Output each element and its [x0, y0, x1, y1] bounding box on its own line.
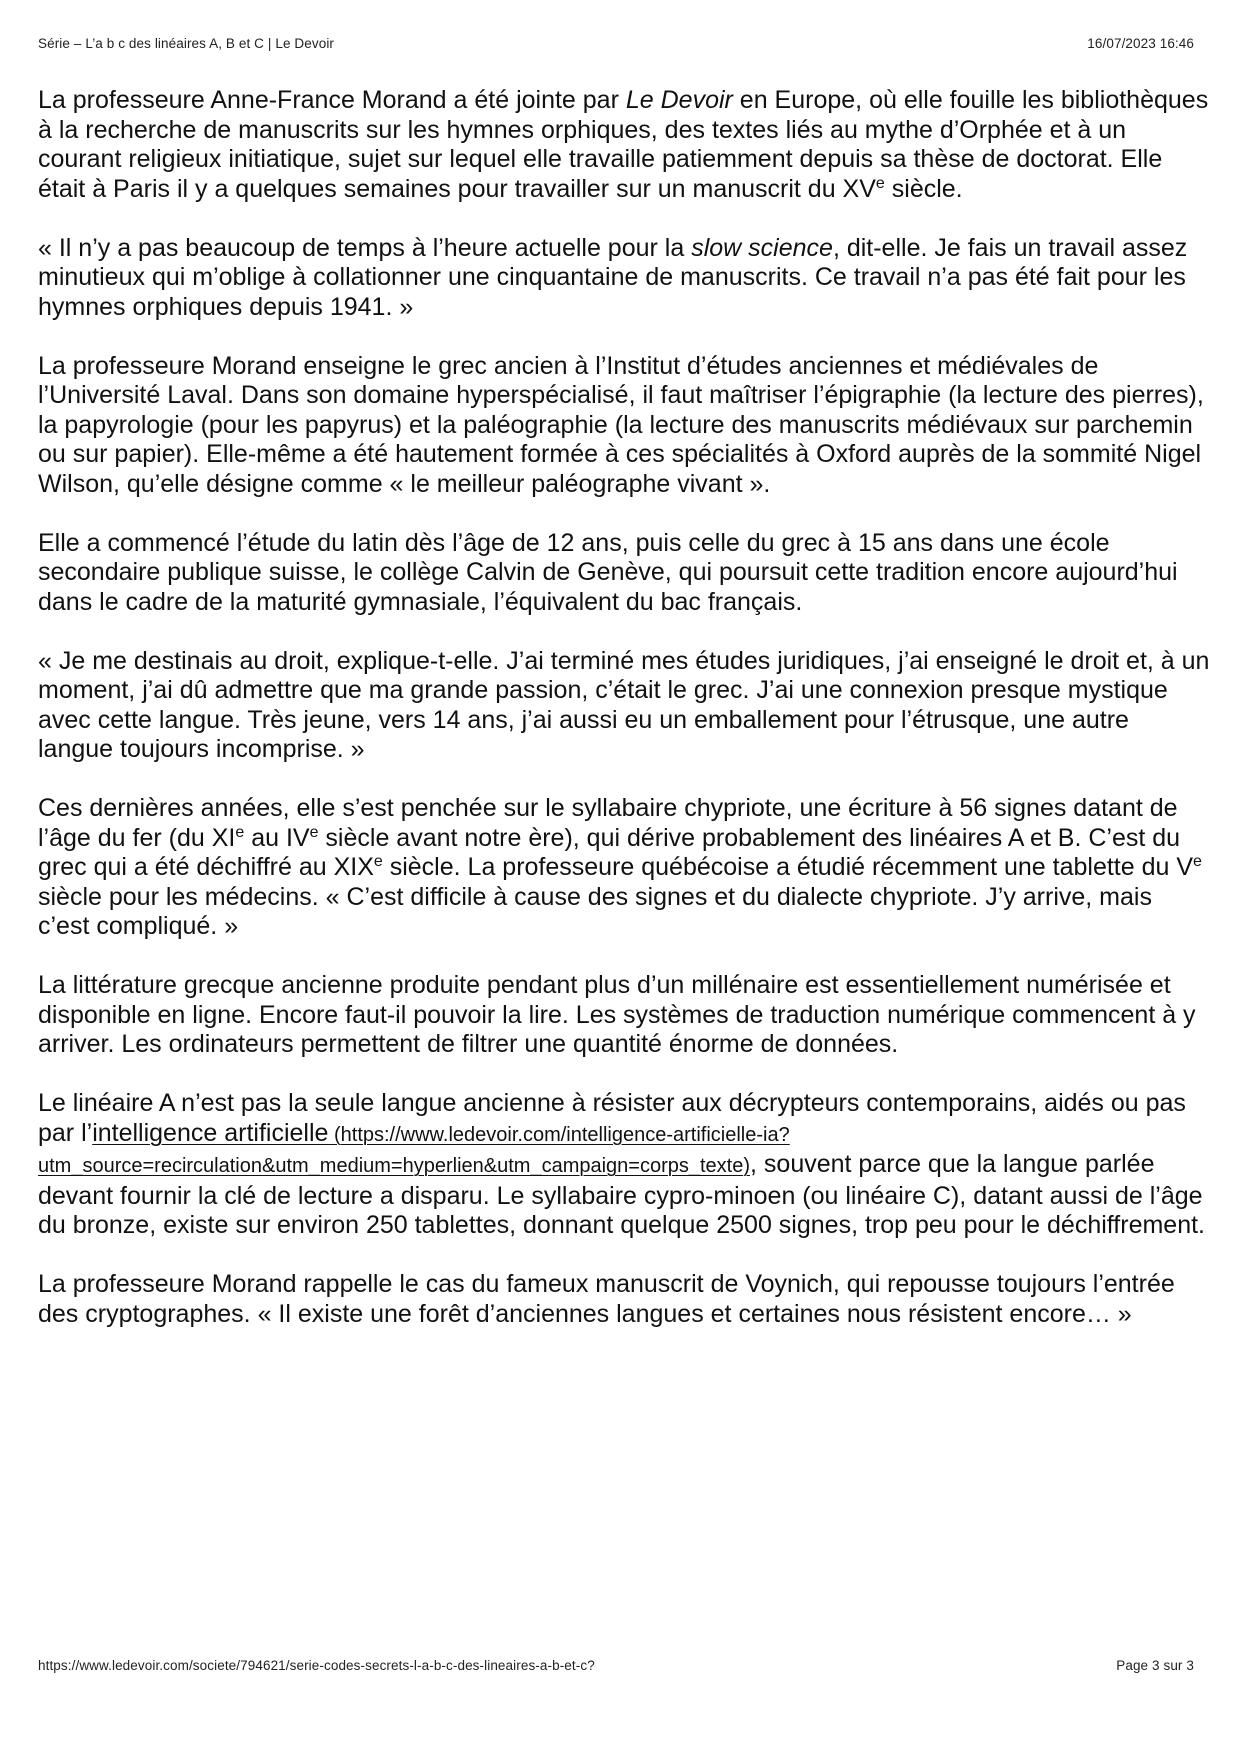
superscript: e [875, 174, 885, 192]
text-segment: , souvent parce que la langue parlée devant fournir la clé de lecture a disparu. Le syllabaire cypro-minoen (ou linéaire C), datant aussi de l’âge du bronze, existe sur environ 250 tablettes, donnant quelque 2500 signes, trop peu pour le déchiffrement. [38, 1150, 1205, 1239]
text-segment: siècle avant notre ère), qui dérive probablement des linéaires A et B. C’est du grec qui a été déchiffré au XIX [38, 823, 1181, 881]
link-url[interactable]: (https://www.ledevoir.com/intelligence-artificielle-ia?utm_source=recirculation&utm_medium=hyperlien&utm_campaign=corps_texte) [38, 1123, 790, 1177]
paragraph-2 [38, 234, 1210, 323]
intelligence-artificielle-link[interactable]: intelligence artificielle [92, 1118, 329, 1147]
publication-name: Le Devoir [625, 86, 733, 114]
text-segment: siècle. La professeure québécoise a étudié récemment une tablette du V [382, 853, 1194, 881]
article-body [38, 86, 1210, 1359]
superscript: e [309, 823, 319, 841]
text-segment: La professeure Anne-France Morand a été jointe par [38, 86, 626, 114]
print-footer [38, 1658, 1194, 1678]
emphasis-slow-science: slow science [691, 233, 833, 262]
page-title: Série – L’a b c des linéaires A, B et C | Le Devoir [38, 36, 335, 51]
superscript: e [373, 853, 383, 870]
paragraph-4: Elle a commencé l’étude du latin dès l’âge de 12 ans, puis celle du grec à 15 ans dans une école secondaire publique suisse, le collège Calvin de Genève, qui poursuit cette tradition encore aujourd’hui dans le cadre de la maturité gymnasiale, l’équivalent du bac français. [38, 528, 1178, 616]
text-segment: au IV [244, 823, 310, 852]
paragraph-9: La professeure Morand rappelle le cas du fameux manuscrit de Voynich, qui repousse toujours l’entrée des cryptographes. « Il existe une forêt d’anciennes langues et certaines nous résistent encore… » [38, 1270, 1175, 1328]
paragraph-6 [38, 794, 1210, 942]
text-segment: Ces dernières années, elle s’est penchée sur le syllabaire chypriote, une écriture à 56 signes datant de l’âge du fer (du XI [38, 794, 1178, 852]
text-segment: siècle. [884, 174, 963, 203]
paragraph-1 [38, 86, 1210, 204]
page-url: https://www.ledevoir.com/societe/794621/serie-codes-secrets-l-a-b-c-des-lineaires-a-b-et-c? [38, 1658, 595, 1673]
print-datetime: 16/07/2023 16:46 [1087, 36, 1194, 51]
paragraph-7: La littérature grecque ancienne produite pendant plus d’un millénaire est essentiellement numérisée et disponible en ligne. Encore faut-il pouvoir la lire. Les systèmes de traduction numérique commencent à y arriver. Les ordinateurs permettent de filtrer une quantité énorme de données. [38, 971, 1196, 1058]
paragraph-8 [38, 1089, 1210, 1241]
page-number: Page 3 sur 3 [1116, 1658, 1194, 1673]
text-segment: « Il n’y a pas beaucoup de temps à l’heure actuelle pour la [38, 233, 692, 262]
text-segment: siècle pour les médecins. « C’est difficile à cause des signes et du dialecte chypriote. J’y arrive, mais c’est compliqué. » [38, 882, 1152, 940]
text-segment: , dit-elle. Je fais un travail assez minutieux qui m’oblige à collationner une cinquantaine de manuscrits. Ce travail n’a pas été fait pour les hymnes orphiques depuis 1941. » [38, 233, 1188, 321]
text-segment: Le linéaire A n’est pas la seule langue ancienne à résister aux décrypteurs contemporains, aidés ou pas par l’ [38, 1089, 1186, 1147]
superscript: e [1193, 853, 1202, 870]
paragraph-5: « Je me destinais au droit, explique-t-elle. J’ai terminé mes études juridiques, j’ai enseigné le droit et, à un moment, j’ai dû admettre que ma grande passion, c’était le grec. J’ai une connexion presque mystique avec cette langue. Très jeune, vers 14 ans, j’ai aussi eu un emballement pour l’étrusque, une autre langue toujours incomprise. » [38, 646, 1210, 763]
superscript: e [235, 823, 245, 841]
print-header [38, 36, 1194, 56]
text-segment: en Europe, où elle fouille les bibliothèques à la recherche de manuscrits sur les hymnes orphiques, des textes liés au mythe d’Orphée et à un courant religieux initiatique, sujet sur lequel elle travaille patiemment depuis sa thèse de doctorat. Elle était à Paris il y a quelques semaines pour travailler sur un manuscrit du XV [38, 86, 1209, 203]
paragraph-3: La professeure Morand enseigne le grec ancien à l’Institut d’études anciennes et médiévales de l’Université Laval. Dans son domaine hyperspécialisé, il faut maîtriser l’épigraphie (la lecture des pierres), la papyrologie (pour les papyrus) et la paléographie (la lecture des manuscrits médiévaux sur parchemin ou sur papier). Elle-même a été hautement formée à ces spécialités à Oxford auprès de la sommité Nigel Wilson, qu’elle désigne comme « le meilleur paléographe vivant ». [38, 351, 1204, 498]
